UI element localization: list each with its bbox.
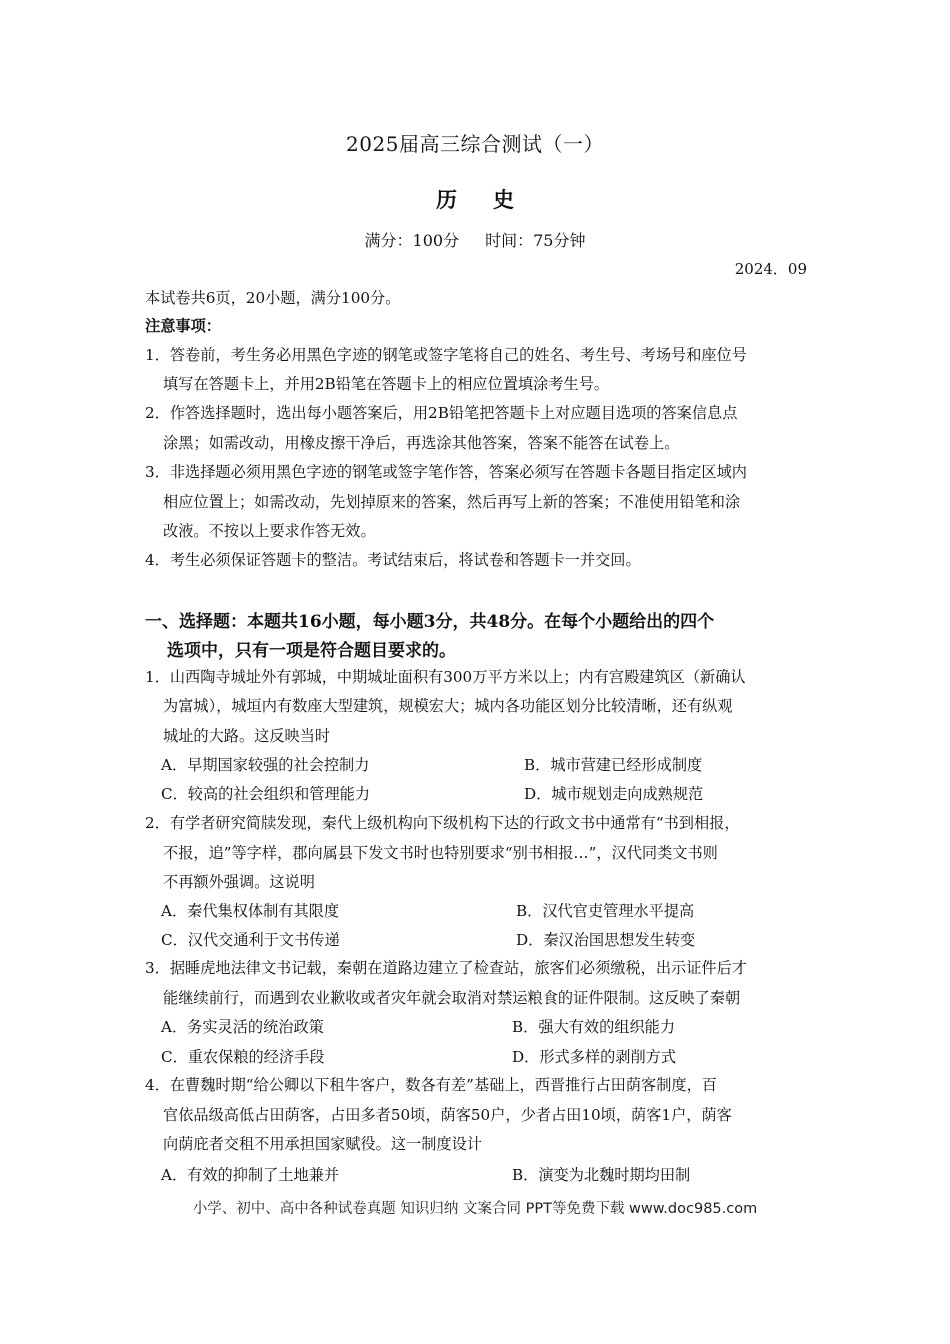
notice-line: 涂黑；如需改动，用橡皮擦干净后，再选涂其他答案，答案不能答在试卷上。	[163, 434, 680, 452]
exam-time: 时间：75分钟	[485, 231, 586, 250]
exam-meta	[0, 228, 950, 251]
option-b[interactable]: B．汉代官吏管理水平提高	[516, 902, 695, 920]
option-c[interactable]: C．重农保粮的经济手段	[161, 1048, 325, 1066]
option-d[interactable]: D．秦汉治国思想发生转变	[516, 931, 696, 949]
exam-title: 2025届高三综合测试（一）	[346, 132, 604, 156]
notice-line: 1．答卷前，考生务必用黑色字迹的钢笔或签字笔将自己的姓名、考生号、考场号和座位号	[145, 346, 747, 364]
section-title: 选项中，只有一项是符合题目要求的。	[167, 641, 456, 661]
question-stem: 为富城），城垣内有数座大型建筑，规模宏大；城内各功能区划分比较清晰，还有纵观	[163, 697, 733, 715]
notice-line: 2．作答选择题时，选出每小题答案后，用2B铅笔把答题卡上对应题目选项的答案信息点	[145, 404, 738, 422]
notice-line: 填写在答题卡上，并用2B铅笔在答题卡上的相应位置填涂考生号。	[163, 375, 610, 393]
page-footer-ad: 小学、初中、高中各种试卷真题 知识归纳 文案合同 PPT等免费下载 www.doc985.com	[192, 1201, 758, 1217]
full-score: 满分：100分	[364, 231, 460, 250]
question-stem: 官依品级高低占田荫客，占田多者50顷，荫客50户，少者占田10顷，荫客1户，荫客	[163, 1106, 732, 1124]
question-stem: 能继续前行，而遇到农业歉收或者灾年就会取消对禁运粮食的证件限制。这反映了秦朝	[163, 989, 741, 1007]
option-c[interactable]: C．较高的社会组织和管理能力	[161, 785, 371, 803]
notice-line: 相应位置上；如需改动，先划掉原来的答案，然后再写上新的答案；不准使用铅笔和涂	[163, 493, 741, 511]
option-a[interactable]: A．秦代集权体制有其限度	[161, 902, 340, 920]
option-a[interactable]: A．务实灵活的统治政策	[161, 1018, 324, 1036]
option-b[interactable]: B．演变为北魏时期均田制	[512, 1166, 691, 1184]
exam-date: 2024．09	[734, 260, 807, 278]
notice-title: 注意事项：	[145, 317, 221, 335]
question-stem: 3．据睡虎地法律文书记载，秦朝在道路边建立了检查站，旅客们必须缴税，出示证件后才	[145, 959, 747, 977]
subject-title: 历史	[436, 187, 550, 212]
question-stem: 向荫庇者交租不用承担国家赋役。这一制度设计	[163, 1135, 482, 1153]
question-stem: 不再额外强调。这说明	[163, 873, 315, 891]
question-stem: 城址的大路。这反映当时	[163, 727, 331, 745]
section-title: 一、选择题：本题共16小题，每小题3分，共48分。在每个小题给出的四个	[145, 612, 715, 632]
paper-summary: 本试卷共6页，20小题，满分100分。	[145, 289, 401, 307]
option-d[interactable]: D．城市规划走向成熟规范	[524, 785, 704, 803]
notice-line: 改液。不按以上要求作答无效。	[163, 522, 376, 540]
question-stem: 不报，追”等字样，郡向属县下发文书时也特别要求“别书相报…”，汉代同类文书则	[163, 844, 718, 862]
notice-line: 3．非选择题必须用黑色字迹的钢笔或签字笔作答，答案必须写在答题卡各题目指定区域内	[145, 463, 747, 481]
question-stem: 4．在曹魏时期“给公卿以下租牛客户，数各有差”基础上，西晋推行占田荫客制度，百	[145, 1076, 717, 1094]
option-d[interactable]: D．形式多样的剥削方式	[512, 1048, 677, 1066]
question-stem: 1．山西陶寺城址外有郭城，中期城址面积有300万平方米以上；内有宫殿建筑区（新确认	[145, 668, 746, 686]
option-c[interactable]: C．汉代交通利于文书传递	[161, 931, 340, 949]
notice-line: 4．考生必须保证答题卡的整洁。考试结束后，将试卷和答题卡一并交回。	[145, 551, 641, 569]
option-a[interactable]: A．早期国家较强的社会控制力	[161, 756, 370, 774]
option-b[interactable]: B．强大有效的组织能力	[512, 1018, 676, 1036]
option-a[interactable]: A．有效的抑制了土地兼并	[161, 1166, 340, 1184]
question-stem: 2．有学者研究简牍发现，秦代上级机构向下级机构下达的行政文书中通常有“书到相报，	[145, 814, 740, 832]
option-b[interactable]: B．城市营建已经形成制度	[524, 756, 703, 774]
